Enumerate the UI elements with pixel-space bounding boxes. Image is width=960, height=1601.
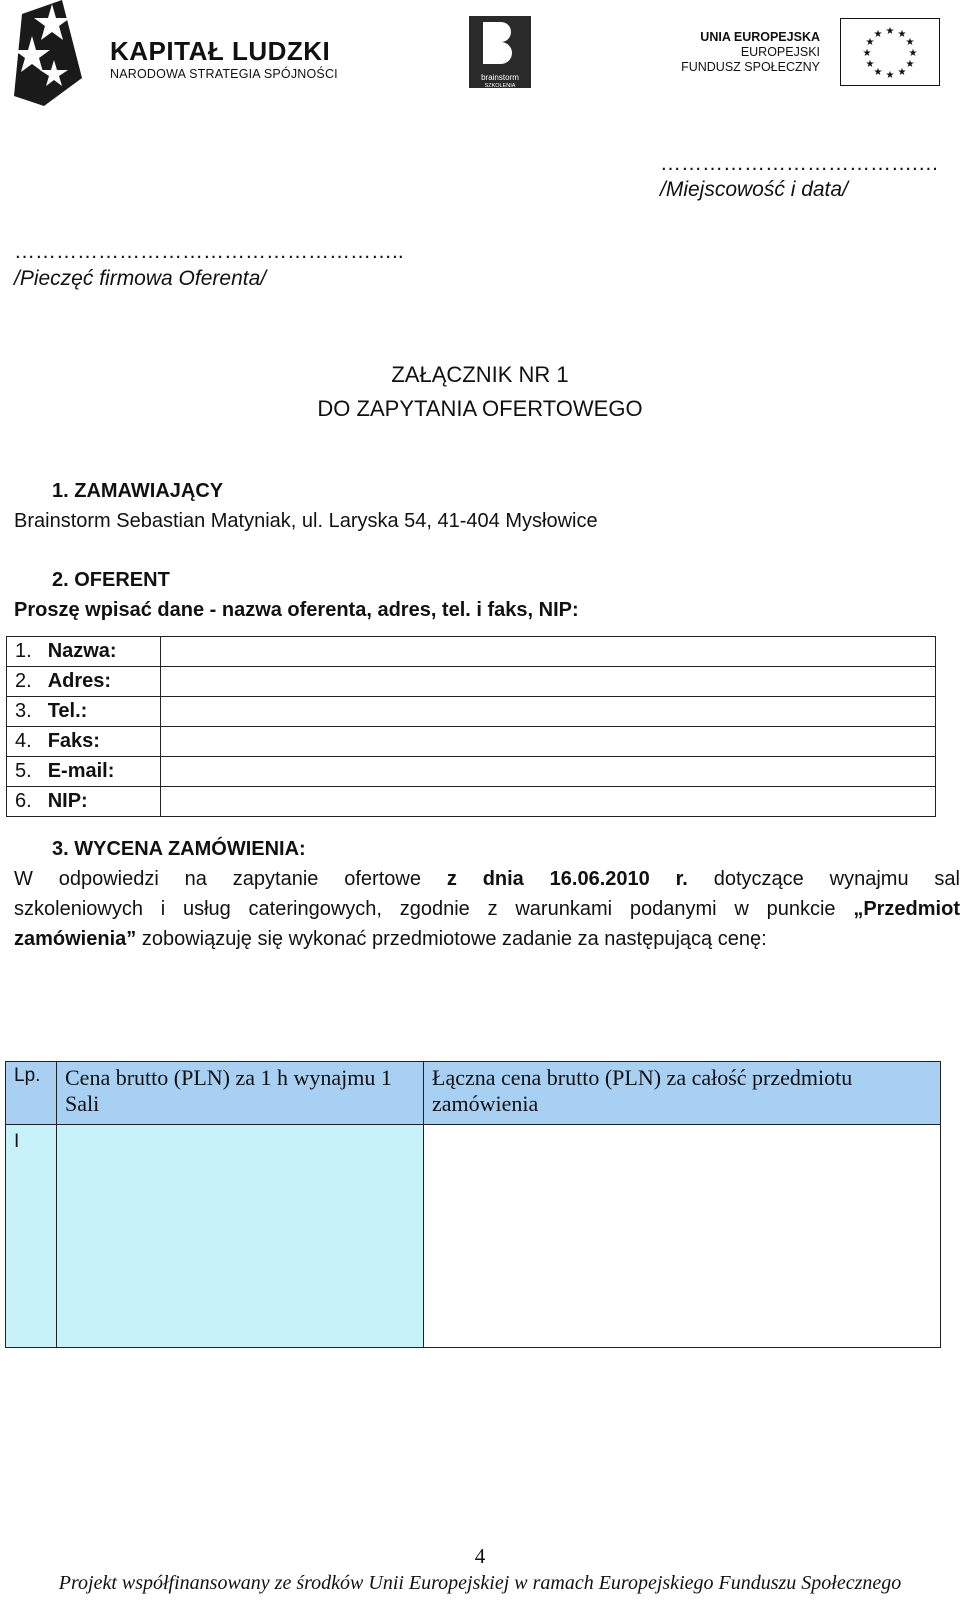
form-input-nazwa[interactable] <box>161 637 936 667</box>
stamp-label: /Pieczęć firmowa Oferenta/ <box>14 267 267 290</box>
form-label-text: Tel.: <box>47 700 88 722</box>
form-label-text: E-mail: <box>47 760 115 782</box>
svg-text:★: ★ <box>865 37 875 48</box>
form-num: 6. <box>15 790 32 812</box>
section-oferent-heading: 2. OFERENT <box>52 569 170 591</box>
wycena-paragraph <box>14 864 960 954</box>
section-zamawiajacy-heading: 1. ZAMAWIAJĄCY <box>52 480 224 502</box>
footer-text: Projekt współfinansowany ze środków Unii Europejskiej w ramach Europejskiego Funduszu Społecznego <box>58 1572 902 1594</box>
svg-text:★: ★ <box>885 70 895 81</box>
eu-flag-icon <box>840 18 940 86</box>
form-row-tel <box>7 697 936 727</box>
eu-logo-line1: UNIA EUROPEJSKA <box>700 30 820 44</box>
brainstorm-logo-name: brainstorm <box>481 73 519 82</box>
form-num: 4. <box>15 730 32 752</box>
svg-text:★: ★ <box>885 26 895 37</box>
svg-text:★: ★ <box>897 67 907 78</box>
doc-title-line1: ZAŁĄCZNIK NR 1 <box>391 362 569 387</box>
form-label-nazwa <box>7 637 161 667</box>
form-num: 5. <box>15 760 32 782</box>
form-input-adres[interactable] <box>161 667 936 697</box>
section-wycena-heading: 3. WYCENA ZAMÓWIENIA: <box>52 838 306 860</box>
svg-text:★: ★ <box>873 67 883 78</box>
wycena-line3 <box>14 924 960 954</box>
brainstorm-b-icon <box>469 16 531 88</box>
form-num: 3. <box>15 700 32 722</box>
price-col-hourly: Cena brutto (PLN) za 1 h wynajmu 1 Sali <box>57 1062 424 1125</box>
kapital-ludzki-title: KAPITAŁ LUDZKI <box>110 36 331 66</box>
price-row-lp: I <box>6 1125 57 1348</box>
stamp-dots: ……………………………………………….. <box>14 240 404 263</box>
form-input-email[interactable] <box>161 757 936 787</box>
wycena-line1 <box>14 864 960 894</box>
kapital-ludzki-subtitle: NARODOWA STRATEGIA SPÓJNOŚCI <box>110 67 338 81</box>
eu-logo-text <box>640 30 820 75</box>
form-input-tel[interactable] <box>161 697 936 727</box>
svg-text:★: ★ <box>905 37 915 48</box>
form-row-nip <box>7 787 936 817</box>
wycena-bold: „Przedmiot <box>853 898 960 920</box>
form-row-faks <box>7 727 936 757</box>
wycena-bold: zamówienia” <box>14 928 137 950</box>
place-date-label: /Miejscowość i data/ <box>660 178 848 201</box>
svg-text:★: ★ <box>897 29 907 40</box>
form-row-nazwa <box>7 637 936 667</box>
kapital-ludzki-emblem-icon <box>14 0 84 106</box>
form-label-tel <box>7 697 161 727</box>
form-label-email <box>7 757 161 787</box>
place-date-dots: ……………………………….… <box>660 152 939 175</box>
zamawiajacy-address: Brainstorm Sebastian Matyniak, ul. Laryska 54, 41-404 Mysłowice <box>14 510 598 532</box>
wycena-date: z dnia 16.06.2010 r. <box>446 868 688 890</box>
kapital-ludzki-logo <box>14 0 354 108</box>
oferent-instruction <box>14 599 579 622</box>
eu-logo-line2: EUROPEJSKI <box>740 45 820 59</box>
page-number: 4 <box>474 1544 486 1568</box>
form-label-text: Faks: <box>47 730 100 752</box>
form-label-nip <box>7 787 161 817</box>
form-label-text: Adres: <box>47 670 112 692</box>
form-input-faks[interactable] <box>161 727 936 757</box>
svg-text:★: ★ <box>862 48 872 59</box>
price-col-total: Łączna cena brutto (PLN) za całość przedmiotu zamówienia <box>424 1062 941 1125</box>
price-table-header <box>6 1062 941 1125</box>
svg-text:★: ★ <box>865 59 875 70</box>
svg-text:★: ★ <box>908 48 918 59</box>
price-table <box>5 1061 941 1348</box>
form-label-text: NIP: <box>47 790 88 812</box>
wycena-line2 <box>14 894 960 924</box>
svg-text:★: ★ <box>873 29 883 40</box>
brainstorm-logo <box>469 16 531 88</box>
svg-text:★: ★ <box>905 59 915 70</box>
doc-title-line2: DO ZAPYTANIA OFERTOWEGO <box>317 396 643 421</box>
price-col-lp: Lp. <box>6 1062 57 1125</box>
form-label-adres <box>7 667 161 697</box>
brainstorm-logo-tagline: SZKOLENIA <box>484 83 516 88</box>
form-num: 1. <box>15 640 32 662</box>
eu-logo-line3: FUNDUSZ SPOŁECZNY <box>681 60 820 74</box>
wycena-text: zobowiązuję się wykonać przedmiotowe zadanie za następującą cenę: <box>136 928 767 950</box>
price-input-hourly[interactable] <box>57 1125 424 1348</box>
form-row-adres <box>7 667 936 697</box>
wycena-text: dotyczące wynajmu sal <box>687 868 960 890</box>
form-label-faks <box>7 727 161 757</box>
form-label-text: Nazwa: <box>47 640 117 662</box>
wycena-text: W odpowiedzi na zapytanie ofertowe <box>14 868 447 890</box>
oferent-instruction-text: Proszę wpisać dane - nazwa oferenta, adres, tel. i faks, NIP: <box>14 599 579 621</box>
wycena-text: szkoleniowych i usług cateringowych, zgodnie z warunkami podanymi w punkcie <box>14 898 854 920</box>
price-input-total[interactable] <box>424 1125 941 1348</box>
form-input-nip[interactable] <box>161 787 936 817</box>
form-row-email <box>7 757 936 787</box>
price-table-row <box>6 1125 941 1348</box>
form-num: 2. <box>15 670 32 692</box>
oferent-form-table <box>6 636 936 817</box>
